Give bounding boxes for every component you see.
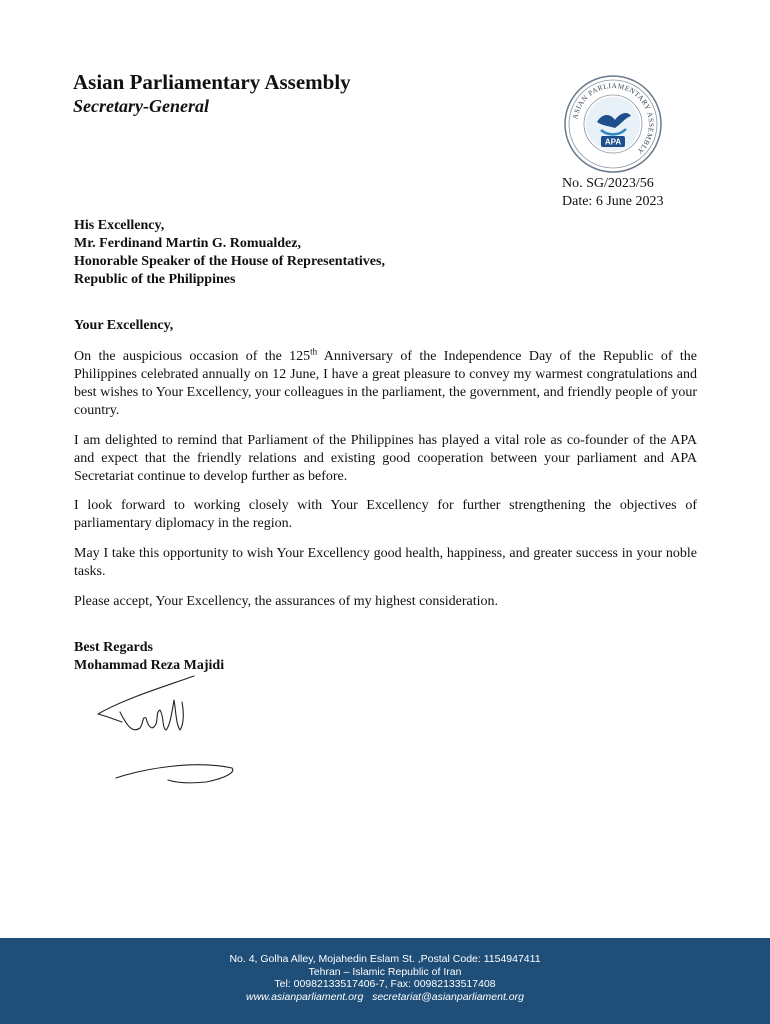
- website-link[interactable]: www.asianparliament.org: [246, 990, 364, 1003]
- body-paragraph: I look forward to working closely with Your Excellency for further strengthening the objectives of parliamentary diplomacy in the region.: [74, 498, 697, 531]
- svg-text:ASIAN PARLIAMENTARY ASSEMBLY: ASIAN PARLIAMENTARY ASSEMBLY: [571, 81, 656, 156]
- footer-phone: Tel: 00982133517406-7, Fax: 00982133517408: [274, 978, 496, 990]
- handwritten-signature: [86, 672, 246, 790]
- logo-abbrev: APA: [604, 137, 622, 147]
- footer-address: No. 4, Golha Alley, Mojahedin Eslam St. ,Postal Code: 1154947411: [229, 953, 541, 965]
- body-paragraph: Please accept, Your Excellency, the assurances of my highest consideration.: [74, 594, 499, 609]
- closing-block: [74, 639, 224, 675]
- body-paragraph: I am delighted to remind that Parliament of the Philippines has played a vital role as co-founder of the APA and expect that the friendly relations and existing good cooperation between your parliament and APA Secretariat continue to develop further as before.: [74, 433, 697, 484]
- body-text: On the auspicious occasion of the 125: [74, 349, 311, 364]
- body-text: Anniversary of the Independence Day of the Republic of the Philippines celebrated annually on 12 June, I have a great pleasure to convey my warmest congratulations and best wishes to Your Excellency, your colleagues in the parliament, the government, and friendly people of your country.: [74, 349, 698, 418]
- addressee-line: Mr. Ferdinand Martin G. Romualdez,: [74, 236, 301, 251]
- email-link[interactable]: secretariat@asianparliament.org: [372, 990, 524, 1003]
- body-paragraph: [74, 348, 697, 420]
- sender-title: Secretary-General: [73, 96, 209, 116]
- letter-date: Date: 6 June 2023: [562, 194, 664, 209]
- apa-logo: [563, 74, 663, 174]
- addressee-line: Republic of the Philippines: [74, 272, 236, 287]
- footer-city: Tehran – Islamic Republic of Iran: [308, 965, 462, 978]
- addressee-line: His Excellency,: [74, 218, 165, 233]
- salutation: Your Excellency,: [74, 318, 174, 333]
- addressee-line: Honorable Speaker of the House of Representatives,: [74, 254, 385, 269]
- signatory-name: Mohammad Reza Majidi: [74, 658, 225, 673]
- footer-contacts: [0, 991, 770, 1004]
- footer: [0, 938, 770, 1024]
- reference-block: [562, 175, 663, 211]
- reference-number: No. SG/2023/56: [562, 176, 654, 191]
- body-paragraph: May I take this opportunity to wish Your Excellency good health, happiness, and greater success in your noble tasks.: [74, 546, 697, 579]
- closing-regards: Best Regards: [74, 640, 153, 655]
- organization-name: Asian Parliamentary Assembly: [73, 70, 351, 94]
- addressee-block: [74, 217, 385, 289]
- ordinal-suffix: th: [310, 346, 318, 357]
